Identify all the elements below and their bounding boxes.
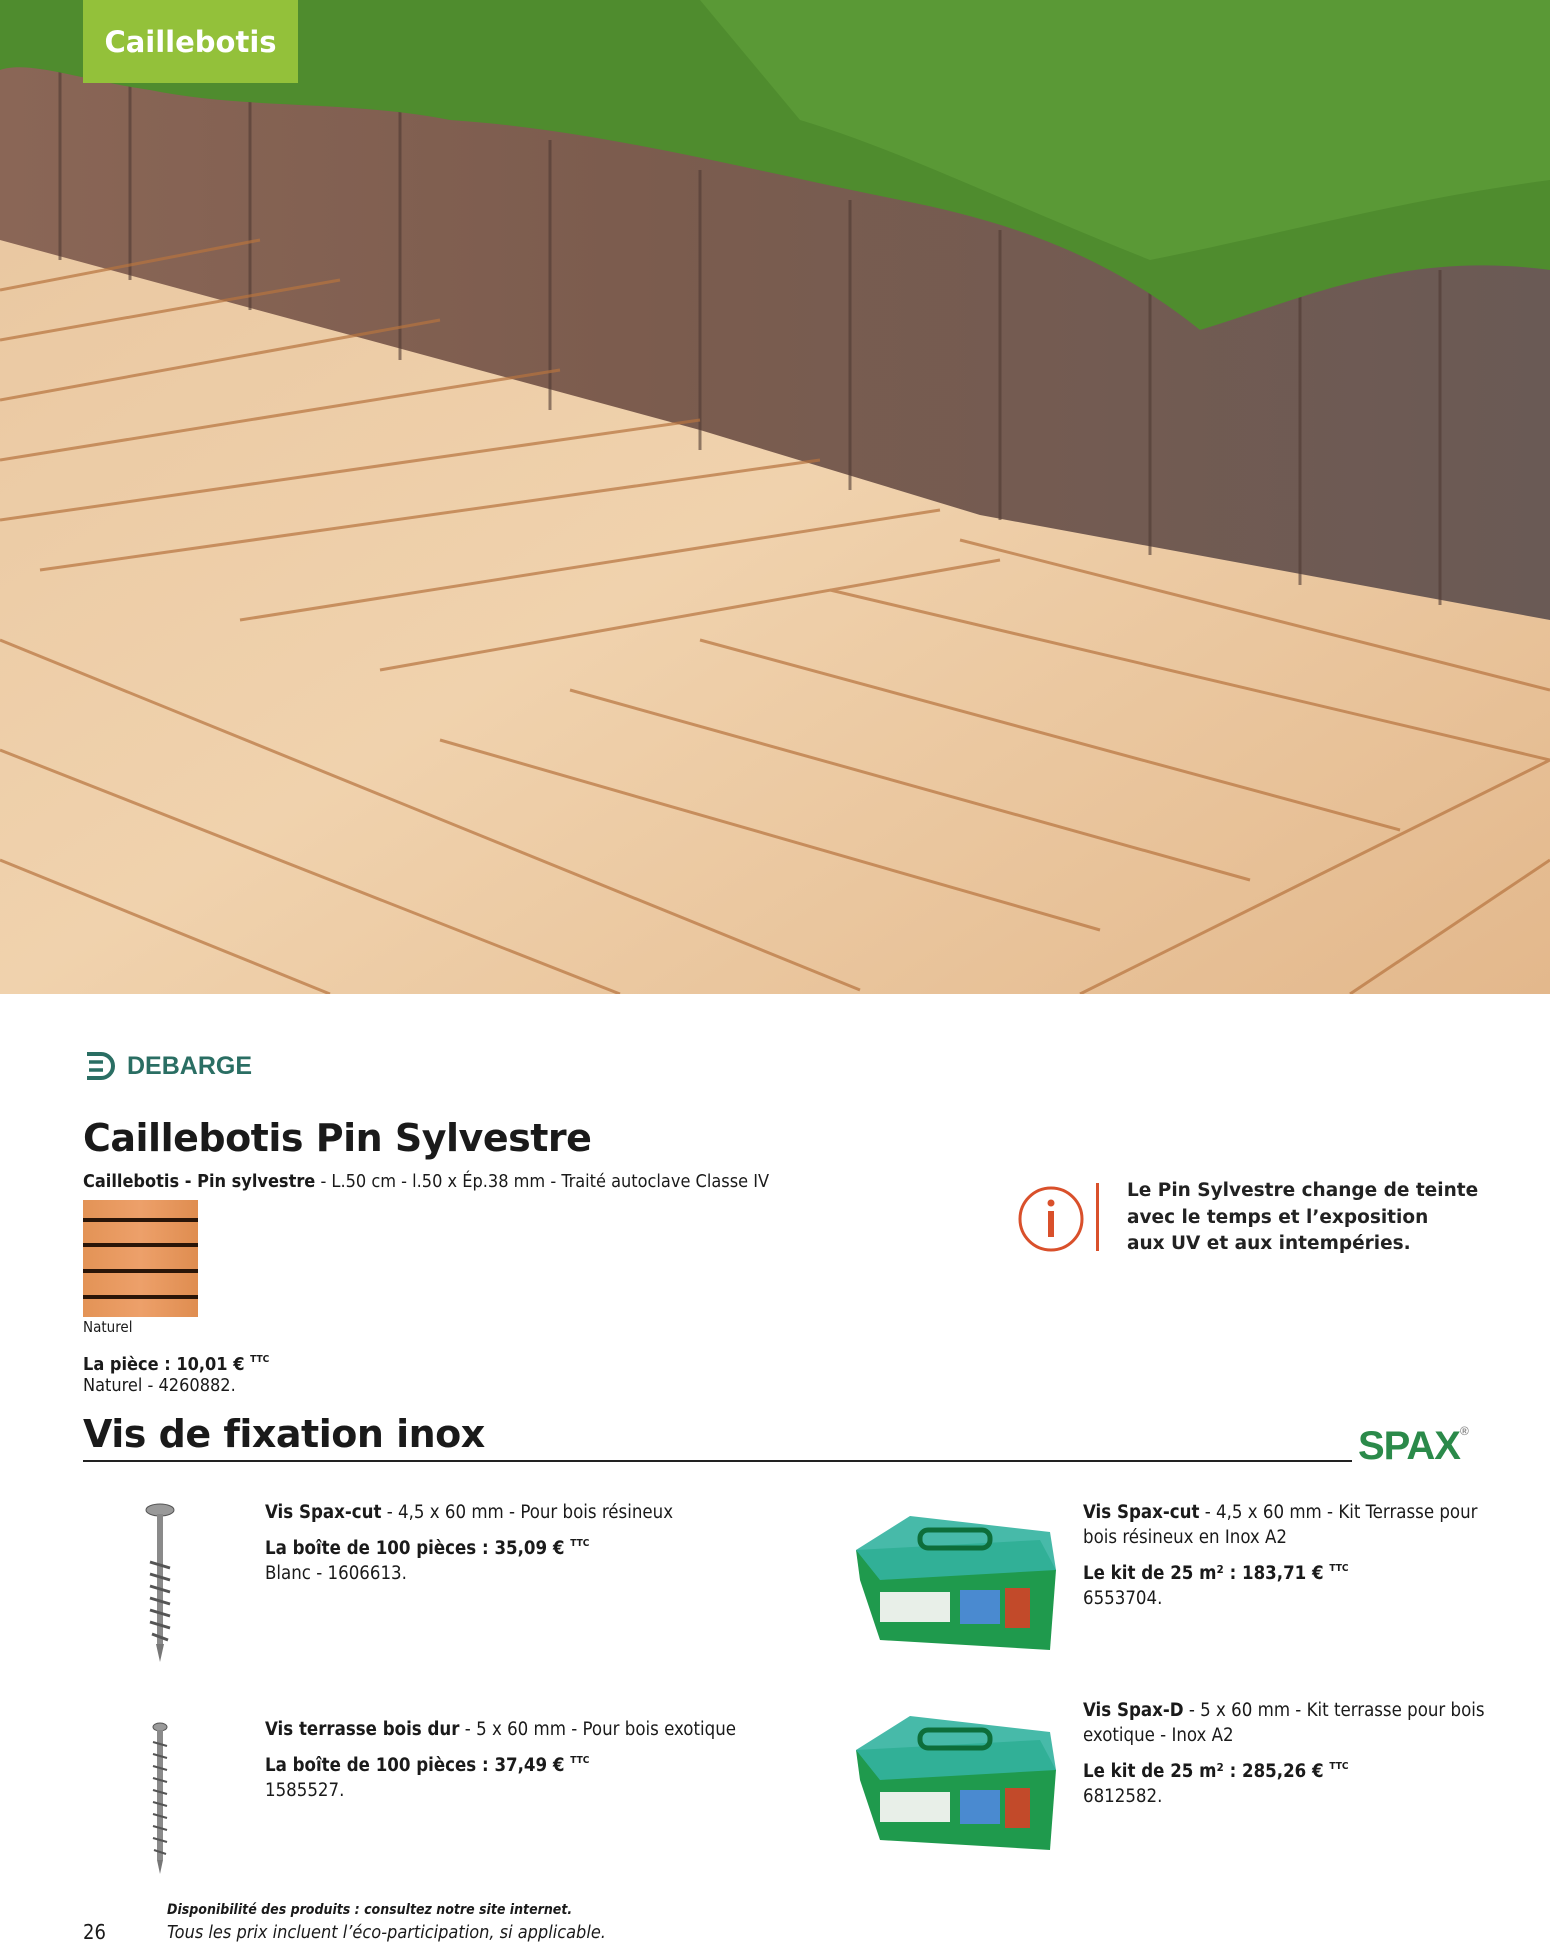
product-price <box>83 1348 269 1377</box>
footer-availability: Disponibilité des produits : consultez notre site internet. <box>167 1902 573 1918</box>
spax-logo <box>1358 1424 1468 1469</box>
debarge-logo <box>83 1048 252 1084</box>
item-desc: - 4,5 x 60 mm - Pour bois résineux <box>381 1502 674 1523</box>
info-icon <box>1017 1183 1089 1259</box>
item-price: Le kit de 25 m² : 285,26 € <box>1083 1761 1324 1782</box>
section-rule <box>83 1460 1352 1462</box>
item-price: La boîte de 100 pièces : 37,49 € <box>265 1755 565 1776</box>
info-line: Le Pin Sylvestre change de teinte <box>1127 1180 1479 1201</box>
item-ref: 1585527. <box>265 1780 345 1801</box>
item-ref: Blanc - 1606613. <box>265 1563 407 1584</box>
item-price: Le kit de 25 m² : 183,71 € <box>1083 1563 1324 1584</box>
product-item <box>1083 1500 1503 1611</box>
debarge-logo-text: DEBARGE <box>127 1051 253 1080</box>
item-ttc: TTC <box>570 1755 590 1766</box>
item-name: Vis Spax-D <box>1083 1700 1184 1721</box>
price-ttc: TTC <box>250 1354 270 1365</box>
footer-price-note: Tous les prix incluent l’éco-participation, si applicable. <box>167 1922 606 1943</box>
section-title: Vis de fixation inox <box>83 1412 485 1456</box>
product-subtitle-bold: Caillebotis - Pin sylvestre <box>83 1171 316 1192</box>
product-item <box>265 1717 805 1803</box>
info-divider <box>1096 1183 1099 1251</box>
item-ref: 6553704. <box>1083 1588 1163 1609</box>
item-name: Vis terrasse bois dur <box>265 1719 460 1740</box>
item-desc: - 5 x 60 mm - Kit terrasse pour bois exotique - Inox A2 <box>1083 1700 1485 1746</box>
product-ref: Naturel - 4260882. <box>83 1375 236 1396</box>
screw-image <box>148 1722 172 1874</box>
item-desc: - 4,5 x 60 mm - Kit Terrasse pour bois résineux en Inox A2 <box>1083 1502 1478 1548</box>
price-value: La pièce : 10,01 € <box>83 1354 245 1375</box>
item-desc: - 5 x 60 mm - Pour bois exotique <box>459 1719 736 1740</box>
registered-mark: ® <box>1459 1424 1468 1438</box>
item-name: Vis Spax-cut <box>1083 1502 1200 1523</box>
item-name: Vis Spax-cut <box>265 1502 382 1523</box>
info-line: avec le temps et l’exposition <box>1127 1206 1429 1228</box>
item-ttc: TTC <box>570 1538 590 1549</box>
section-tag: Caillebotis <box>83 0 298 83</box>
screw-image <box>140 1502 180 1664</box>
spax-logo-text: SPAX <box>1358 1424 1460 1468</box>
product-subtitle-details: - L.50 cm - l.50 x Ép.38 mm - Traité autoclave Classe IV <box>315 1171 770 1192</box>
product-item <box>265 1500 785 1586</box>
page-number: 26 <box>83 1920 106 1944</box>
product-title: Caillebotis Pin Sylvestre <box>83 1116 592 1160</box>
item-ttc: TTC <box>1329 1563 1349 1574</box>
info-text <box>1127 1178 1478 1258</box>
product-subtitle <box>83 1170 769 1194</box>
item-price: La boîte de 100 pièces : 35,09 € <box>265 1538 565 1559</box>
info-line: aux UV et aux intempéries. <box>1127 1233 1411 1254</box>
product-item <box>1083 1698 1503 1809</box>
debarge-logo-icon <box>83 1048 119 1084</box>
screw-kit-box-image <box>850 1510 1062 1656</box>
color-swatch-naturel[interactable] <box>83 1200 198 1317</box>
item-ttc: TTC <box>1329 1761 1349 1772</box>
swatch-label: Naturel <box>83 1318 133 1336</box>
item-ref: 6812582. <box>1083 1786 1163 1807</box>
screw-kit-box-image <box>850 1710 1062 1856</box>
